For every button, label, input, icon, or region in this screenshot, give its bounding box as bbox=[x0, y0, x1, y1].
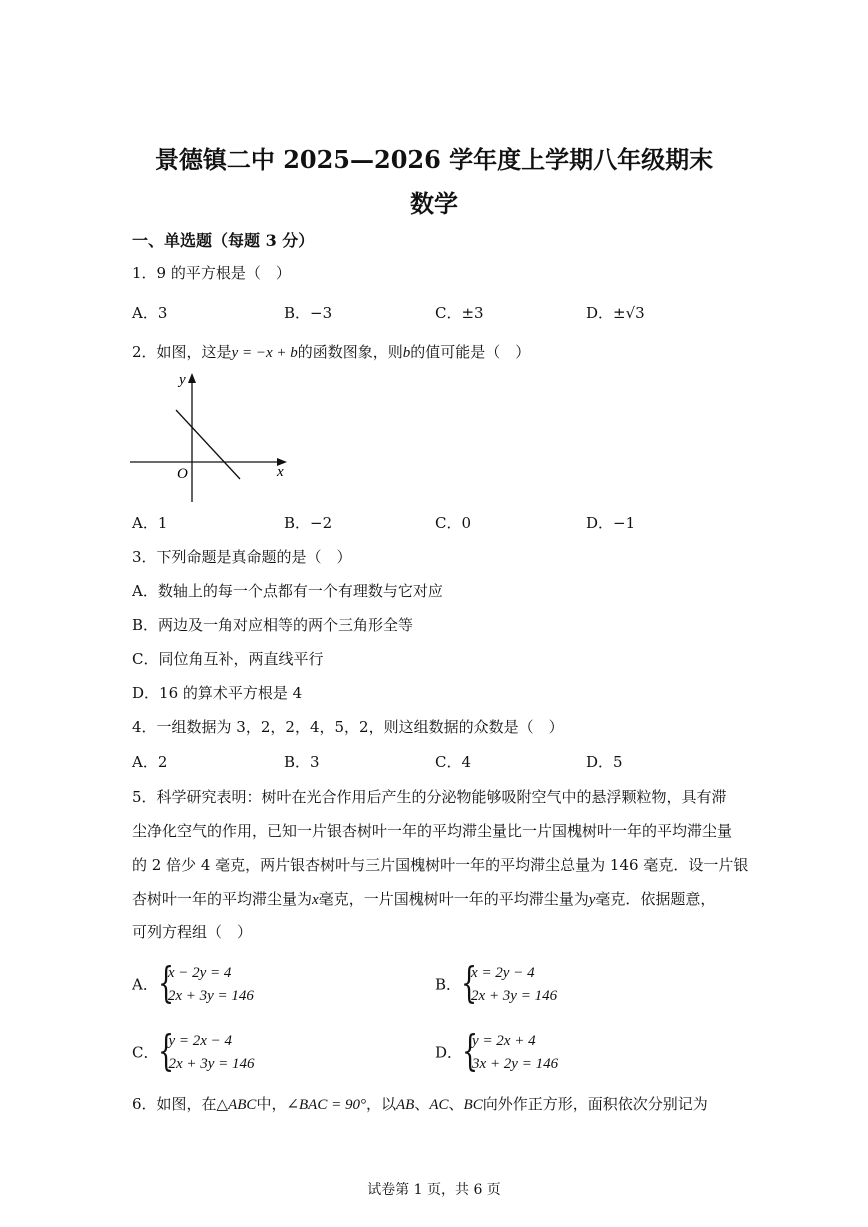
equation-system bbox=[157, 958, 254, 1007]
q5-line-4 bbox=[132, 888, 715, 909]
q5-option-c-label: C． bbox=[132, 1043, 159, 1062]
q5-option-d bbox=[435, 1026, 559, 1075]
equation-2: 2x + 3y = 146 bbox=[471, 988, 558, 1004]
equation-1: y = 2x + 4 bbox=[472, 1033, 536, 1049]
q3-option-b: B．两边及一角对应相等的两个三角形全等 bbox=[132, 616, 414, 634]
q5-line-4-c: 毫克．依据题意， bbox=[595, 890, 716, 908]
subject-title: 数学 bbox=[410, 189, 458, 218]
q4-option-c: C．4 bbox=[435, 753, 472, 771]
q5-option-c bbox=[132, 1026, 255, 1075]
q4-option-d: D．5 bbox=[586, 753, 623, 771]
q5-line-1: 5．科学研究表明：树叶在光合作用后产生的分泌物能够吸附空气中的悬浮颗粒物，具有滞 bbox=[132, 788, 727, 806]
q6-side-ac: AC bbox=[429, 1097, 449, 1113]
q2-option-d: D．−1 bbox=[586, 514, 636, 532]
brace-icon: { bbox=[158, 1026, 175, 1075]
exam-title: 景德镇二中 2025—2026 学年度上学期八年级期末 bbox=[154, 145, 714, 174]
q5-var-y: y bbox=[588, 892, 596, 908]
q1-option-b: B．−3 bbox=[284, 304, 333, 322]
q5-option-d-label: D． bbox=[435, 1043, 463, 1062]
q5-line-5: 可列方程组（ ） bbox=[132, 923, 253, 941]
q4-stem: 4．一组数据为 3，2，2，4，5，2，则这组数据的众数是（ ） bbox=[132, 718, 564, 736]
section-heading: 一、单选题（每题 3 分） bbox=[132, 231, 315, 250]
q5-option-a bbox=[132, 958, 254, 1007]
brace-icon: { bbox=[157, 958, 174, 1007]
q4-option-a: A．2 bbox=[132, 753, 168, 771]
q3-option-a: A．数轴上的每一个点都有一个有理数与它对应 bbox=[132, 582, 443, 600]
q5-option-a-label: A． bbox=[132, 975, 158, 994]
q6-stem-d: 向外作正方形，面积依次分别记为 bbox=[482, 1095, 708, 1113]
q5-line-4-b: 毫克，一片国槐树叶一年的平均滞尘量为 bbox=[318, 890, 589, 908]
q1-option-c: C．±3 bbox=[435, 304, 484, 322]
q6-side-ab: AB bbox=[396, 1097, 415, 1113]
q5-line-4-a: 杏树叶一年的平均滞尘量为 bbox=[132, 890, 313, 908]
q2-stem-suffix: 的值可能是（ ） bbox=[410, 343, 531, 361]
q1-stem: 1．9 的平方根是（ ） bbox=[132, 264, 291, 282]
y-axis-arrow bbox=[188, 373, 196, 383]
x-axis-label: x bbox=[277, 464, 284, 480]
q1-option-d: D．±√3 bbox=[586, 304, 645, 322]
q5-line-2: 尘净化空气的作用，已知一片银杏树叶一年的平均滞尘量比一片国槐树叶一年的平均滞尘量 bbox=[132, 822, 733, 840]
equation-2: 3x + 2y = 146 bbox=[472, 1056, 559, 1072]
q6-sep-2: 、 bbox=[448, 1095, 464, 1113]
q2-graph bbox=[125, 368, 295, 508]
q6-stem-c: ，以 bbox=[365, 1095, 396, 1113]
q5-option-b bbox=[435, 958, 558, 1007]
q5-option-b-label: B． bbox=[435, 975, 462, 994]
q3-stem: 3．下列命题是真命题的是（ ） bbox=[132, 548, 352, 566]
q6-side-bc: BC bbox=[463, 1097, 483, 1113]
equation-1: y = 2x − 4 bbox=[168, 1033, 233, 1049]
q6-triangle: ABC bbox=[228, 1097, 257, 1113]
equation-2: 2x + 3y = 146 bbox=[167, 988, 254, 1004]
q2-option-b: B．−2 bbox=[284, 514, 333, 532]
q6-stem-b: 中， bbox=[256, 1095, 287, 1113]
equation-system bbox=[462, 1026, 559, 1075]
q6-stem-a: 6．如图，在△ bbox=[132, 1095, 229, 1113]
q5-var-x: x bbox=[312, 892, 319, 908]
q2-option-c: C．0 bbox=[435, 514, 472, 532]
q3-option-c: C．同位角互补，两直线平行 bbox=[132, 650, 324, 668]
brace-icon: { bbox=[461, 958, 478, 1007]
q2-stem-prefix: 2．如图，这是 bbox=[132, 343, 232, 361]
q2-variable: b bbox=[402, 345, 411, 361]
equation-1: x − 2y = 4 bbox=[167, 965, 232, 981]
equation-1: x = 2y − 4 bbox=[471, 965, 535, 981]
page-footer: 试卷第 1 页，共 6 页 bbox=[367, 1182, 501, 1198]
q2-stem-middle: 的函数图象，则 bbox=[297, 343, 403, 361]
origin-label: O bbox=[177, 466, 188, 482]
brace-icon: { bbox=[462, 1026, 479, 1075]
q6-sep-1: 、 bbox=[414, 1095, 430, 1113]
q5-line-3: 的 2 倍少 4 毫克，两片银杏树叶与三片国槐树叶一年的平均滞尘总量为 146 毫克．设一片银 bbox=[132, 856, 749, 874]
q2-option-a: A．1 bbox=[132, 514, 168, 532]
equation-2: 2x + 3y = 146 bbox=[168, 1056, 255, 1072]
q6-angle: ∠BAC = 90° bbox=[286, 1097, 366, 1113]
q6-stem bbox=[132, 1093, 708, 1114]
equation-system bbox=[461, 958, 558, 1007]
y-axis-label: y bbox=[179, 372, 186, 388]
equation-system bbox=[158, 1026, 255, 1075]
q2-stem bbox=[132, 341, 530, 362]
q3-option-d: D．16 的算术平方根是 4 bbox=[132, 684, 303, 702]
q1-option-a: A．3 bbox=[132, 304, 168, 322]
q2-equation: y = −x + b bbox=[231, 345, 298, 361]
q4-option-b: B．3 bbox=[284, 753, 320, 771]
